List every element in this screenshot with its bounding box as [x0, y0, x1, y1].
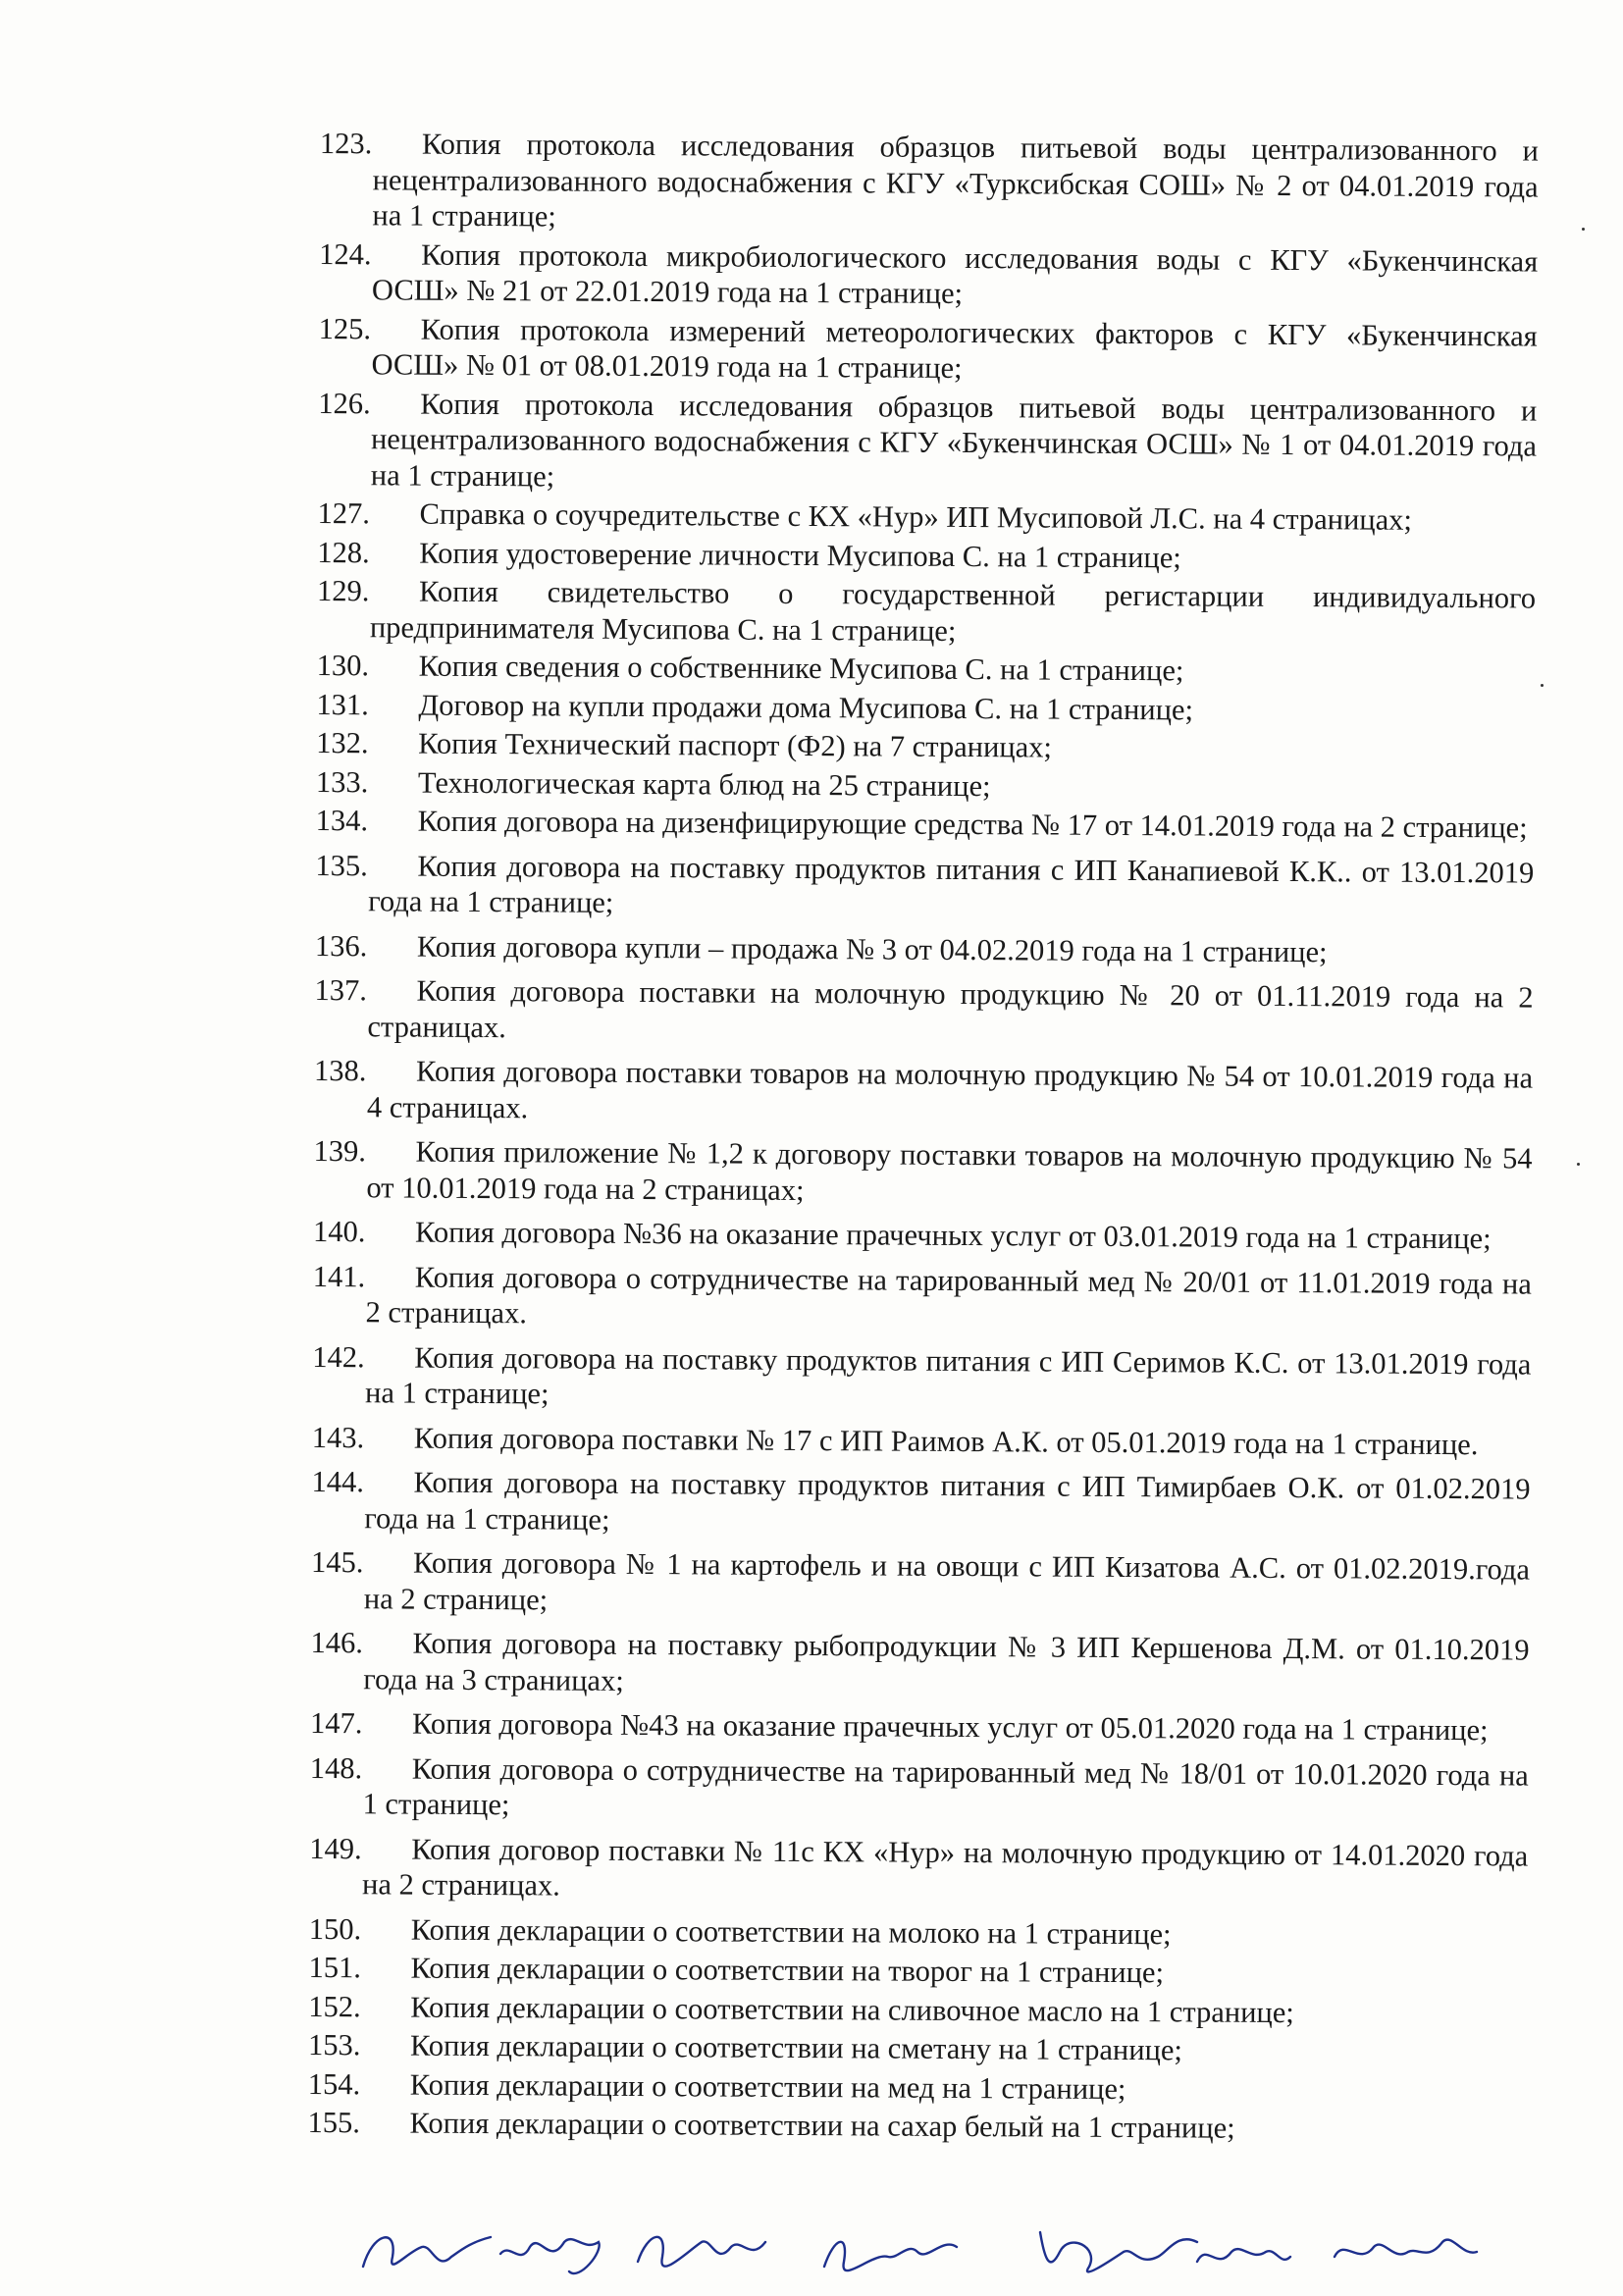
item-number: 131.	[316, 687, 369, 721]
list-item	[310, 1950, 1527, 1993]
item-text: Копия удостоверение личности Мусипова С. на 1 странице;	[419, 536, 1181, 574]
item-text: Копия приложение № 1,2 к договору поставки товаров на молочную продукцию № 54 от 10.01.2019 года на 2 страницах;	[366, 1134, 1533, 1207]
item-number: 128.	[317, 535, 370, 569]
item-number: 139.	[313, 1133, 367, 1169]
item-number: 145.	[310, 1544, 364, 1580]
item-number: 129.	[317, 573, 370, 608]
list-item	[312, 1625, 1529, 1704]
item-text: Копия договора поставки № 17 с ИП Раимов А.К. от 05.01.2019 года на 1 странице.	[413, 1421, 1479, 1461]
list-item	[315, 763, 1535, 807]
item-text: Копия протокола исследования образцов питьевой воды централизованного и нецентрализованного водоснабжения с КГУ «Турксибская СОШ» № 2 от 04.01.2019 года на 1 странице;	[372, 127, 1539, 234]
item-text: Копия договора на поставку рыбопродукции № 3 ИП Кершенова Д.М. от 01.10.2019 года на 3 страницах;	[363, 1626, 1530, 1697]
list-item	[317, 847, 1534, 926]
item-text: Копия декларации о соответствии на сливочное масло на 1 странице;	[410, 1990, 1294, 2029]
list-item	[316, 1053, 1533, 1132]
item-text: Копия договора о сотрудничестве на тарированный мед № 20/01 от 11.01.2019 года на 2 страницах.	[365, 1260, 1532, 1331]
document-list	[309, 126, 1539, 2151]
list-item	[309, 1705, 1529, 1748]
list-item	[315, 803, 1535, 846]
item-number: 155.	[307, 2105, 361, 2140]
item-text: Копия договора поставки товаров на молочную продукцию № 54 от 10.01.2019 года на 4 страницах.	[366, 1054, 1534, 1124]
item-text: Копия протокола исследования образцов питьевой воды централизованного и нецентрализованного водоснабжения с КГУ «Букенчинская ОСШ» № 1 от 04.01.2019 года на 1 странице;	[370, 387, 1538, 493]
item-number: 136.	[314, 928, 368, 963]
item-number: 142.	[312, 1339, 365, 1374]
item-text: Копия свидетельство о государственной регистарции индивидуального предпринимателя Мусипова С. на 1 странице;	[369, 574, 1537, 648]
item-number: 135.	[315, 848, 368, 882]
item-number: 147.	[309, 1705, 363, 1741]
list-item	[311, 1830, 1528, 1909]
list-item	[307, 2027, 1527, 2070]
item-number: 146.	[310, 1625, 364, 1660]
item-number: 132.	[316, 725, 369, 760]
item-number: 138.	[314, 1053, 367, 1088]
item-number: 153.	[307, 2027, 361, 2062]
item-number: 149.	[309, 1831, 362, 1865]
item-number: 125.	[318, 311, 372, 345]
item-number: 127.	[317, 496, 371, 531]
list-item	[318, 686, 1535, 729]
list-item	[314, 1338, 1531, 1418]
scan-speck	[1577, 1163, 1580, 1166]
item-text: Копия договора на дизенфицирующие средства № 17 от 14.01.2019 года на 2 странице;	[417, 804, 1528, 845]
list-item	[314, 927, 1534, 970]
item-number: 123.	[319, 126, 373, 161]
scan-speck	[1541, 684, 1544, 687]
list-item	[312, 1258, 1532, 1337]
list-item	[319, 496, 1536, 539]
item-number: 150.	[308, 1911, 362, 1946]
signature-scribbles	[353, 2213, 1570, 2291]
item-text: Копия договора поставки на молочную продукцию № 20 от 01.11.2019 года на 2 страницах.	[367, 973, 1534, 1044]
signatures	[353, 2213, 1570, 2291]
list-item	[310, 1988, 1527, 2031]
item-number: 152.	[308, 1989, 361, 2023]
item-text: Копия договора на поставку продуктов питания с ИП Серимов К.С. от 13.01.2019 года на 1 странице;	[365, 1340, 1532, 1411]
item-text: Копия договора на поставку продуктов питания с ИП Канапиевой К.К.. от 13.01.2019 года на 1 странице;	[368, 849, 1535, 919]
list-item	[308, 1910, 1528, 1954]
item-number: 124.	[319, 236, 372, 271]
item-number: 151.	[308, 1950, 362, 1985]
item-number: 154.	[307, 2066, 361, 2101]
list-item	[315, 1214, 1532, 1257]
item-number: 148.	[309, 1750, 363, 1785]
item-text: Копия декларации о соответствии на творог на 1 странице;	[410, 1951, 1165, 1990]
list-item	[313, 1464, 1530, 1543]
item-text: Копия протокола микробиологического исследования воды с КГУ «Букенчинская ОСШ» № 21 от 22.01.2019 года на 1 странице;	[371, 237, 1539, 310]
list-item	[319, 534, 1536, 577]
list-item	[315, 1133, 1532, 1213]
item-text: Копия декларации о соответствии на сахар белый на 1 странице;	[409, 2106, 1235, 2145]
list-item	[311, 1419, 1531, 1462]
item-text: Копия Технический паспорт (Ф2) на 7 страницах;	[418, 726, 1053, 764]
list-item	[319, 573, 1536, 652]
item-number: 133.	[315, 764, 369, 799]
list-item	[316, 648, 1536, 691]
list-item	[318, 725, 1535, 768]
item-text: Технологическая карта блюд на 25 странице;	[417, 765, 991, 803]
list-item	[316, 972, 1533, 1052]
list-item	[309, 2105, 1526, 2148]
list-item	[320, 385, 1538, 499]
item-number: 140.	[313, 1214, 366, 1249]
item-number: 144.	[311, 1464, 365, 1499]
item-number: 134.	[315, 803, 369, 838]
list-item	[321, 126, 1539, 240]
list-item	[320, 310, 1537, 390]
item-number: 130.	[316, 648, 370, 683]
list-item	[310, 1544, 1531, 1624]
scan-speck	[1582, 228, 1585, 231]
item-text: Копия договора №43 на оказание прачечных услуг от 05.01.2020 года на 1 странице;	[411, 1706, 1489, 1748]
item-number: 126.	[318, 386, 371, 420]
item-text: Копия договор поставки № 11с КХ «Нур» на молочную продукцию от 14.01.2020 года на 2 страницах.	[361, 1832, 1529, 1903]
item-number: 137.	[314, 972, 368, 1008]
item-text: Копия договора № 1 на картофель и на овощи с ИП Кизатова А.С. от 01.02.2019.года на 2 странице;	[363, 1545, 1531, 1616]
item-text: Копия декларации о соответствии на сметану на 1 странице;	[409, 2028, 1183, 2067]
item-text: Копия договора купли – продажа № 3 от 04.02.2019 года на 1 странице;	[416, 929, 1328, 968]
item-text: Копия договора №36 на оказание прачечных услуг от 03.01.2019 года на 1 странице;	[415, 1215, 1492, 1256]
list-item	[307, 2065, 1527, 2109]
item-number: 141.	[312, 1259, 366, 1293]
item-text: Копия протокола измерений метеорологических факторов с КГУ «Букенчинская ОСШ» № 01 от 08.01.2019 года на 1 странице;	[371, 312, 1538, 385]
item-text: Справка о соучредительстве с КХ «Нур» ИП Мусиповой Л.С. на 4 страницах;	[419, 496, 1413, 537]
item-text: Копия сведения о собственнике Мусипова С. на 1 странице;	[418, 649, 1184, 688]
list-item	[311, 1749, 1528, 1829]
item-number: 143.	[311, 1420, 365, 1454]
item-text: Копия договора о сотрудничестве на тарированный мед № 18/01 от 10.01.2020 года на 1 странице;	[362, 1751, 1529, 1822]
list-item	[321, 235, 1538, 315]
item-text: Копия декларации о соответствии на молоко на 1 странице;	[410, 1912, 1172, 1951]
item-text: Копия договора на поставку продуктов питания с ИП Тимирбаев О.К. от 01.02.2019 года на 1 странице;	[364, 1465, 1531, 1537]
item-text: Договор на купли продажи дома Мусипова С. на 1 странице;	[418, 688, 1194, 726]
item-text: Копия декларации о соответствии на мед на 1 странице;	[409, 2067, 1126, 2106]
